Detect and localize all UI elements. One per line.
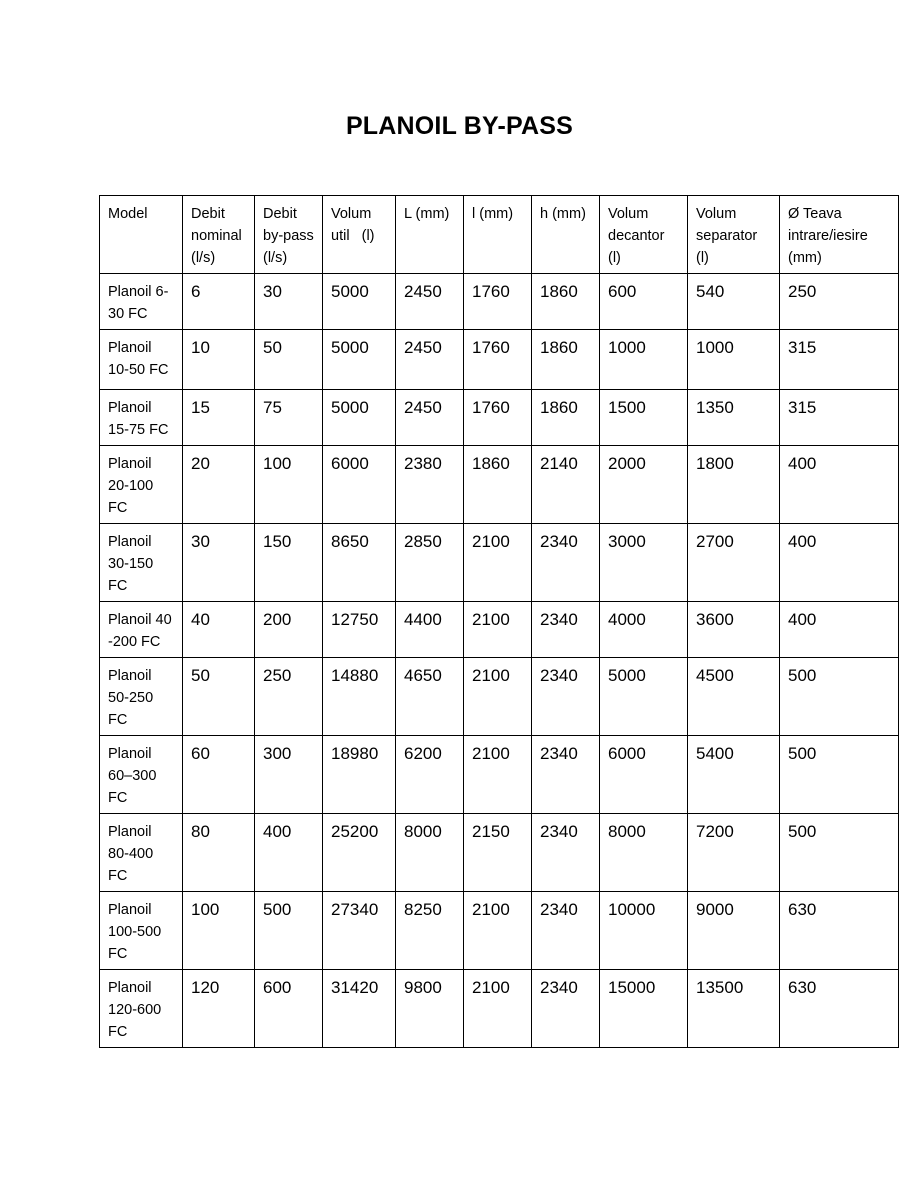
cell-width: 2100	[464, 970, 532, 1048]
cell-volum-decantor: 2000	[600, 446, 688, 524]
cell-volum-util: 18980	[323, 736, 396, 814]
table-row	[100, 274, 899, 330]
model-cell	[100, 658, 183, 736]
cell-pipe-diameter: 315	[780, 330, 899, 390]
column-header-pipe-diameter	[780, 196, 899, 274]
header-line: decantor	[608, 228, 665, 244]
cell-width: 2100	[464, 658, 532, 736]
cell-length: 2380	[396, 446, 464, 524]
table-row	[100, 970, 899, 1048]
model-line: FC	[108, 946, 128, 962]
cell-debit-nominal: 120	[183, 970, 255, 1048]
column-header-volum-separator	[688, 196, 780, 274]
header-line: L (mm)	[404, 206, 450, 222]
column-header-debit-nominal	[183, 196, 255, 274]
header-line: nominal	[191, 228, 242, 244]
cell-width: 1760	[464, 274, 532, 330]
cell-pipe-diameter: 315	[780, 390, 899, 446]
model-line: 20-100	[108, 478, 154, 494]
table-row	[100, 736, 899, 814]
cell-length: 8250	[396, 892, 464, 970]
cell-height: 2340	[532, 814, 600, 892]
cell-length: 2850	[396, 524, 464, 602]
cell-volum-util: 6000	[323, 446, 396, 524]
cell-volum-util: 25200	[323, 814, 396, 892]
model-line: Planoil	[108, 824, 152, 840]
model-line: FC	[108, 790, 128, 806]
cell-volum-util: 5000	[323, 274, 396, 330]
cell-pipe-diameter: 500	[780, 658, 899, 736]
model-cell	[100, 274, 183, 330]
table-row	[100, 390, 899, 446]
model-line: 30-150	[108, 556, 154, 572]
page-title: PLANOIL BY-PASS	[345, 112, 574, 140]
cell-volum-separator: 5400	[688, 736, 780, 814]
model-cell	[100, 390, 183, 446]
model-cell	[100, 736, 183, 814]
cell-volum-decantor: 4000	[600, 602, 688, 658]
cell-debit-bypass: 100	[255, 446, 323, 524]
cell-volum-util: 14880	[323, 658, 396, 736]
header-line: Volum	[331, 206, 372, 222]
cell-length: 2450	[396, 274, 464, 330]
header-line: util (l)	[331, 228, 375, 244]
cell-volum-decantor: 10000	[600, 892, 688, 970]
table-row	[100, 602, 899, 658]
cell-pipe-diameter: 400	[780, 524, 899, 602]
model-line: -200 FC	[108, 634, 161, 650]
model-line: 100-500	[108, 924, 162, 940]
cell-pipe-diameter: 400	[780, 446, 899, 524]
header-line: Volum	[608, 206, 649, 222]
cell-volum-separator: 1800	[688, 446, 780, 524]
cell-length: 8000	[396, 814, 464, 892]
cell-width: 2100	[464, 524, 532, 602]
cell-debit-nominal: 20	[183, 446, 255, 524]
cell-width: 2150	[464, 814, 532, 892]
cell-volum-util: 5000	[323, 390, 396, 446]
cell-volum-separator: 2700	[688, 524, 780, 602]
cell-volum-decantor: 600	[600, 274, 688, 330]
model-line: Planoil	[108, 980, 152, 996]
cell-length: 2450	[396, 330, 464, 390]
cell-debit-nominal: 10	[183, 330, 255, 390]
cell-volum-separator: 13500	[688, 970, 780, 1048]
table-row	[100, 658, 899, 736]
model-cell	[100, 814, 183, 892]
cell-debit-bypass: 400	[255, 814, 323, 892]
cell-width: 2100	[464, 602, 532, 658]
column-header-volum-util	[323, 196, 396, 274]
cell-height: 1860	[532, 274, 600, 330]
cell-height: 2340	[532, 892, 600, 970]
model-line: 15-75 FC	[108, 422, 169, 438]
cell-debit-nominal: 15	[183, 390, 255, 446]
cell-volum-decantor: 15000	[600, 970, 688, 1048]
cell-height: 2340	[532, 658, 600, 736]
model-line: Planoil	[108, 534, 152, 550]
header-line: separator	[696, 228, 758, 244]
cell-length: 4650	[396, 658, 464, 736]
cell-pipe-diameter: 250	[780, 274, 899, 330]
cell-debit-bypass: 600	[255, 970, 323, 1048]
cell-debit-bypass: 250	[255, 658, 323, 736]
cell-height: 2340	[532, 524, 600, 602]
model-cell	[100, 330, 183, 390]
cell-debit-nominal: 80	[183, 814, 255, 892]
cell-pipe-diameter: 400	[780, 602, 899, 658]
cell-debit-nominal: 50	[183, 658, 255, 736]
header-line: (l)	[608, 250, 621, 266]
model-line: 50-250	[108, 690, 154, 706]
cell-height: 2340	[532, 736, 600, 814]
cell-width: 2100	[464, 892, 532, 970]
model-line: FC	[108, 578, 128, 594]
table-header-row	[100, 196, 899, 274]
column-header-length	[396, 196, 464, 274]
cell-width: 2100	[464, 736, 532, 814]
model-cell	[100, 892, 183, 970]
cell-volum-decantor: 1500	[600, 390, 688, 446]
cell-volum-util: 5000	[323, 330, 396, 390]
header-line: intrare/iesire	[788, 228, 868, 244]
cell-volum-separator: 9000	[688, 892, 780, 970]
cell-debit-bypass: 30	[255, 274, 323, 330]
cell-volum-decantor: 1000	[600, 330, 688, 390]
cell-pipe-diameter: 500	[780, 814, 899, 892]
table-row	[100, 330, 899, 390]
column-header-model	[100, 196, 183, 274]
cell-height: 2340	[532, 970, 600, 1048]
cell-volum-separator: 540	[688, 274, 780, 330]
header-line: l (mm)	[472, 206, 514, 222]
cell-debit-bypass: 75	[255, 390, 323, 446]
cell-height: 1860	[532, 330, 600, 390]
cell-volum-separator: 1350	[688, 390, 780, 446]
model-line: 80-400	[108, 846, 154, 862]
cell-width: 1860	[464, 446, 532, 524]
column-header-volum-decantor	[600, 196, 688, 274]
header-line: (l/s)	[263, 250, 288, 266]
cell-debit-bypass: 300	[255, 736, 323, 814]
header-line: (l)	[696, 250, 709, 266]
table-row	[100, 814, 899, 892]
model-line: FC	[108, 1024, 128, 1040]
model-line: FC	[108, 868, 128, 884]
header-line: Debit	[263, 206, 297, 222]
column-header-debit-bypass	[255, 196, 323, 274]
header-line: (l/s)	[191, 250, 216, 266]
header-line: Volum	[696, 206, 737, 222]
cell-volum-util: 12750	[323, 602, 396, 658]
model-line: Planoil	[108, 400, 152, 416]
header-line: Ø Teava	[788, 206, 842, 222]
cell-pipe-diameter: 630	[780, 970, 899, 1048]
model-cell	[100, 970, 183, 1048]
cell-volum-decantor: 5000	[600, 658, 688, 736]
cell-debit-bypass: 500	[255, 892, 323, 970]
header-line: (mm)	[788, 250, 822, 266]
cell-length: 2450	[396, 390, 464, 446]
cell-width: 1760	[464, 390, 532, 446]
model-line: Planoil 40	[108, 612, 172, 628]
cell-debit-nominal: 40	[183, 602, 255, 658]
cell-debit-nominal: 6	[183, 274, 255, 330]
cell-height: 1860	[532, 390, 600, 446]
model-line: Planoil 6-	[108, 284, 169, 300]
column-header-width	[464, 196, 532, 274]
header-line: by-pass	[263, 228, 314, 244]
cell-length: 6200	[396, 736, 464, 814]
cell-length: 4400	[396, 602, 464, 658]
cell-height: 2340	[532, 602, 600, 658]
cell-width: 1760	[464, 330, 532, 390]
cell-volum-separator: 3600	[688, 602, 780, 658]
model-line: 30 FC	[108, 306, 148, 322]
cell-volum-separator: 7200	[688, 814, 780, 892]
model-line: 10-50 FC	[108, 362, 169, 378]
cell-volum-separator: 4500	[688, 658, 780, 736]
model-cell	[100, 524, 183, 602]
cell-debit-bypass: 150	[255, 524, 323, 602]
column-header-height	[532, 196, 600, 274]
cell-height: 2140	[532, 446, 600, 524]
header-line: Debit	[191, 206, 225, 222]
cell-volum-util: 8650	[323, 524, 396, 602]
model-line: FC	[108, 712, 128, 728]
cell-debit-bypass: 200	[255, 602, 323, 658]
table-row	[100, 892, 899, 970]
cell-volum-separator: 1000	[688, 330, 780, 390]
table-row	[100, 446, 899, 524]
cell-volum-decantor: 3000	[600, 524, 688, 602]
cell-volum-decantor: 8000	[600, 814, 688, 892]
cell-pipe-diameter: 500	[780, 736, 899, 814]
model-line: Planoil	[108, 340, 152, 356]
header-line: h (mm)	[540, 206, 586, 222]
model-line: FC	[108, 500, 128, 516]
cell-volum-util: 27340	[323, 892, 396, 970]
model-line: Planoil	[108, 746, 152, 762]
cell-pipe-diameter: 630	[780, 892, 899, 970]
model-line: Planoil	[108, 456, 152, 472]
model-line: 60–300	[108, 768, 157, 784]
cell-debit-nominal: 100	[183, 892, 255, 970]
cell-volum-decantor: 6000	[600, 736, 688, 814]
model-line: Planoil	[108, 902, 152, 918]
model-cell	[100, 446, 183, 524]
cell-volum-util: 31420	[323, 970, 396, 1048]
cell-debit-nominal: 60	[183, 736, 255, 814]
model-cell	[100, 602, 183, 658]
table-row	[100, 524, 899, 602]
model-line: Planoil	[108, 668, 152, 684]
cell-length: 9800	[396, 970, 464, 1048]
cell-debit-bypass: 50	[255, 330, 323, 390]
model-line: 120-600	[108, 1002, 162, 1018]
spec-table	[99, 195, 899, 1048]
cell-debit-nominal: 30	[183, 524, 255, 602]
header-line: Model	[108, 206, 148, 222]
